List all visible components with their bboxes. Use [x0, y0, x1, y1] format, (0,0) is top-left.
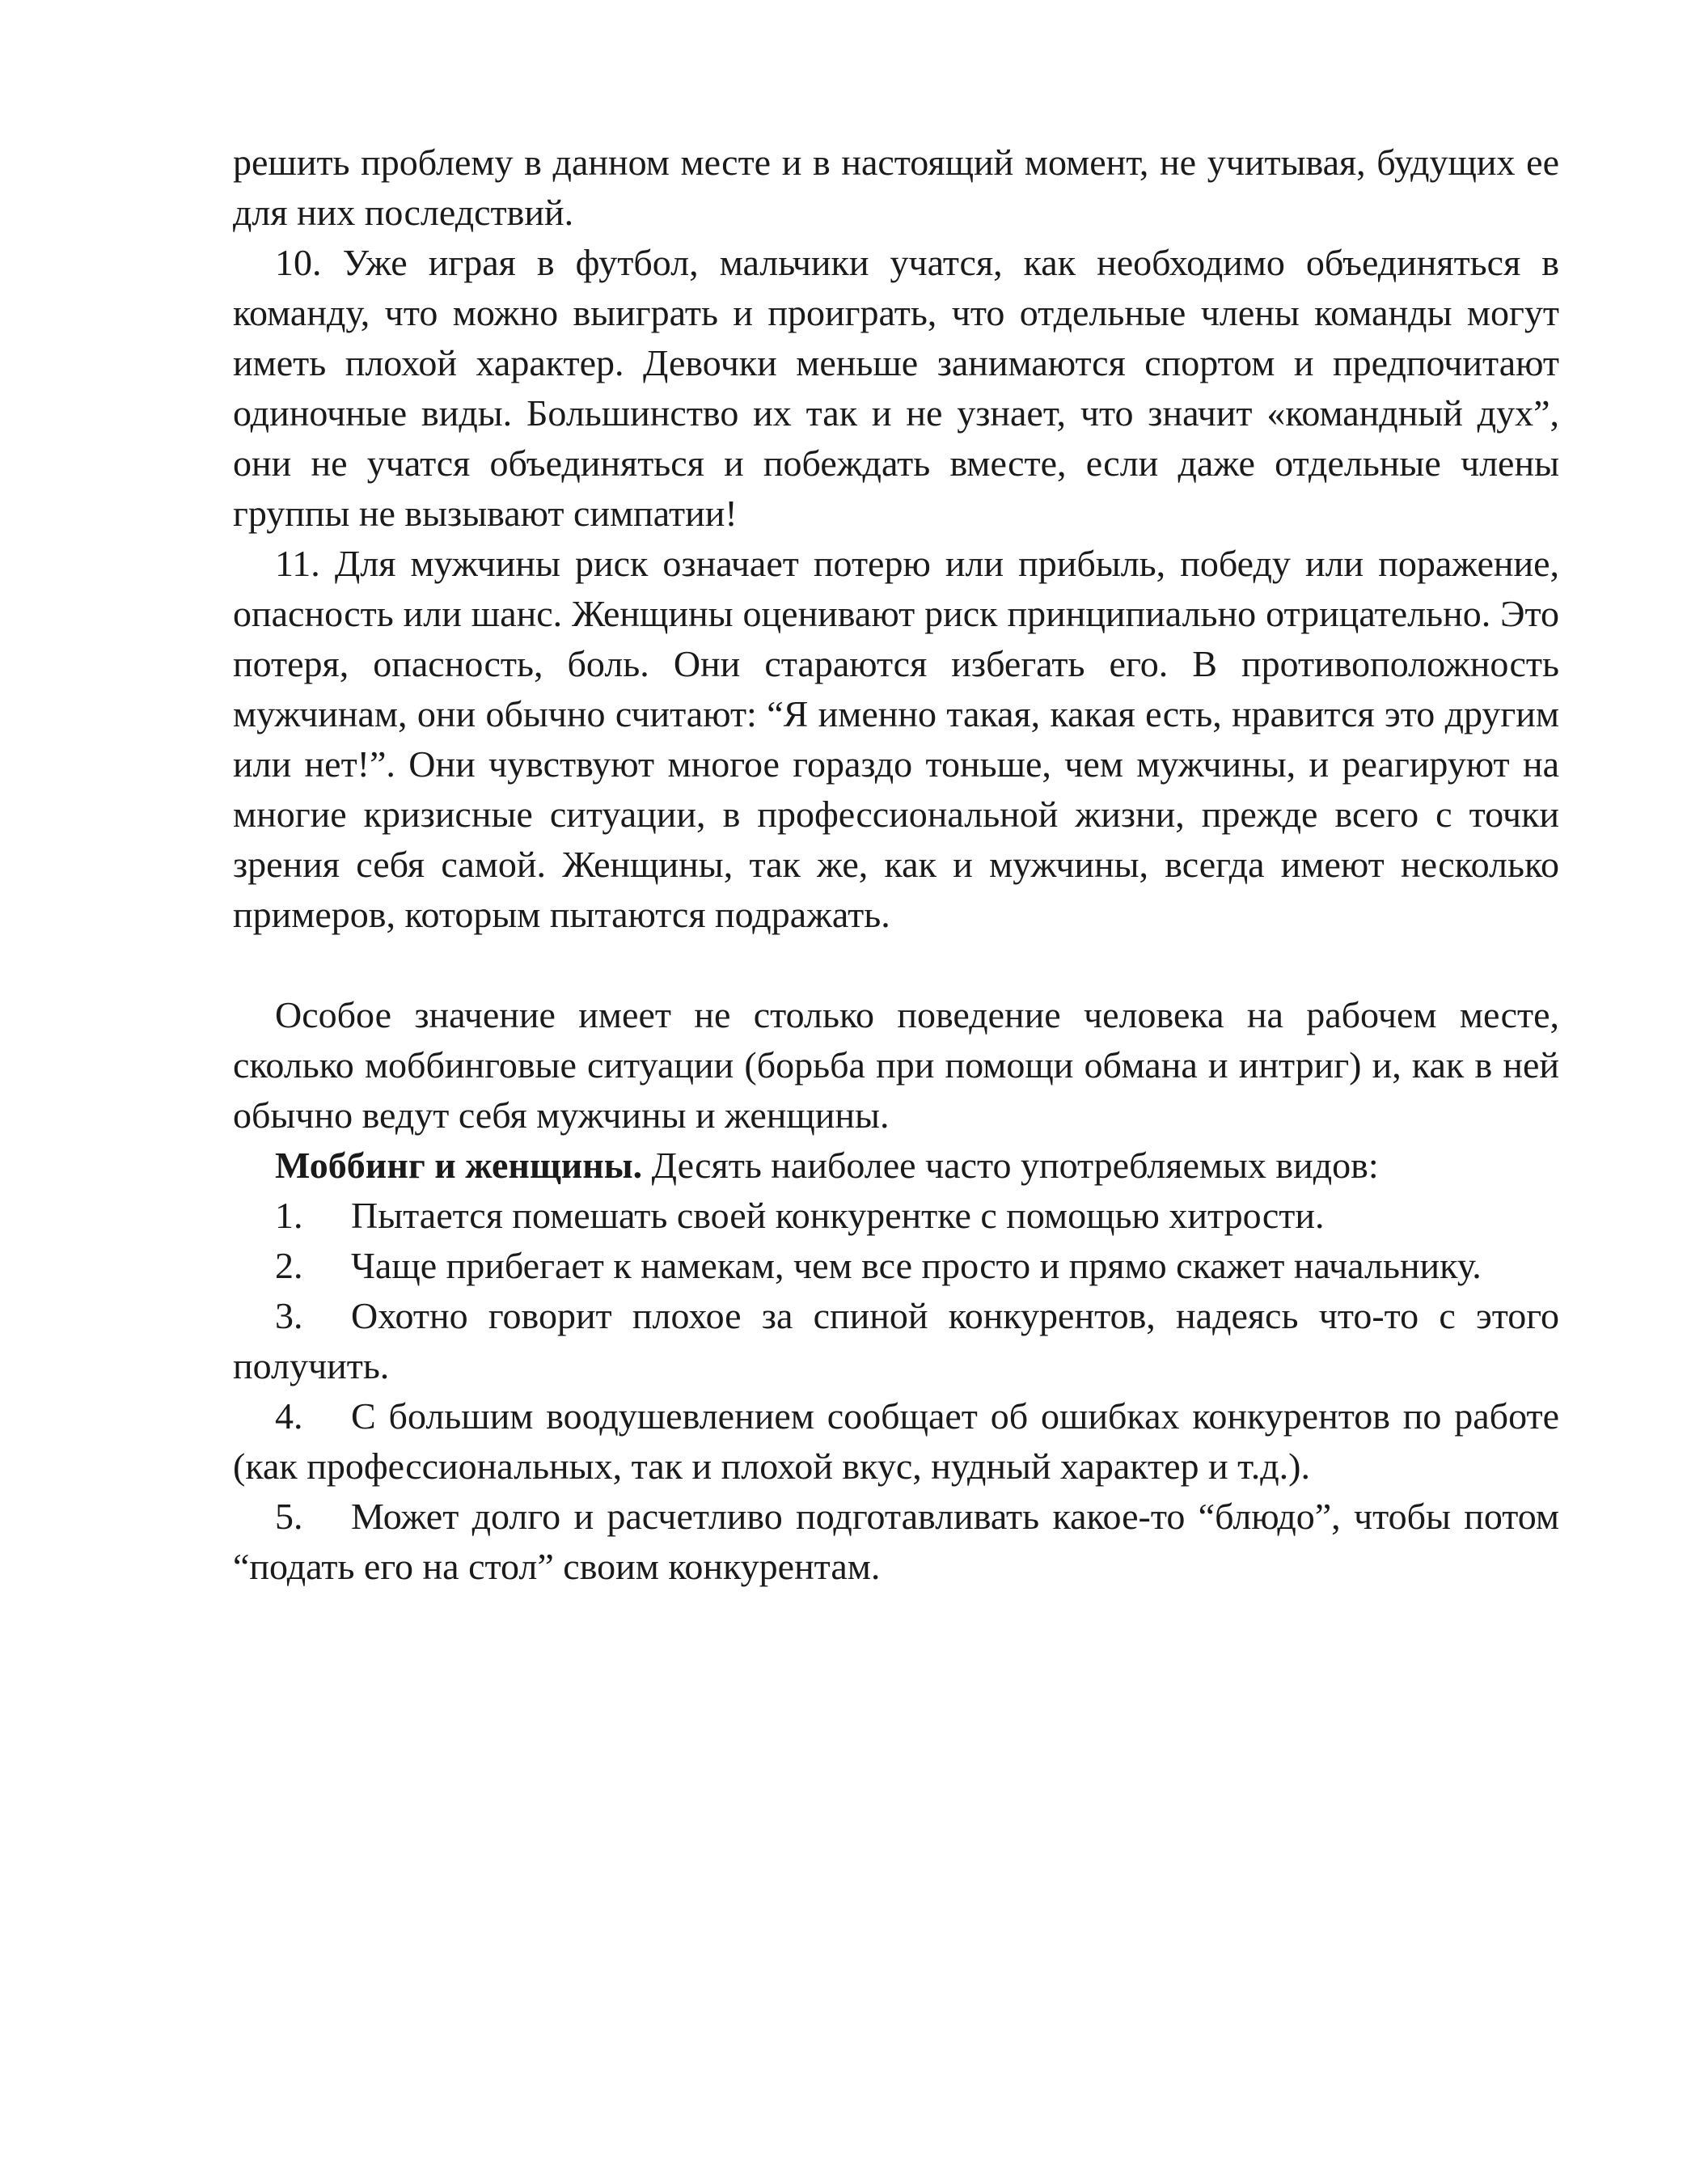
- list-item-number: 5.: [275, 1496, 303, 1537]
- paragraph-11-text: Для мужчины риск означает потерю или прибыль, победу или поражение, опасность или шанс. Женщины оценивают риск принципиально отрицательно. Это потеря, опасность, боль. Они стараются избегать его. В противоположность мужчинам, они обычно считают: “Я именно такая, какая есть, нравится это другим или нет!”. Они чувствуют многое гораздо тоньше, чем мужчины, и реагируют на многие кризисные ситуации, в профессиональной жизни, прежде всего с точки зрения себя самой. Женщины, так же, как и мужчины, всегда имеют несколько примеров, которым пытаются подражать.: [233, 543, 1560, 935]
- paragraph-11-number: 11.: [275, 543, 320, 584]
- list-item: [233, 1241, 1559, 1291]
- list-item-number: 4.: [275, 1395, 303, 1437]
- section-heading-bold: Моббинг и женщины.: [275, 1145, 643, 1186]
- list-item: [233, 1391, 1559, 1492]
- paragraph-special: Особое значение имеет не столько поведение человека на рабочем месте, сколько моббинговые ситуации (борьба при помощи обмана и интриг) и, как в ней обычно ведут себя мужчины и женщины.: [233, 994, 1559, 1136]
- list-item-number: 3.: [275, 1295, 303, 1336]
- paragraph-10: [233, 238, 1559, 539]
- list-item-text: С большим воодушевлением сообщает об ошибках конкурентов по работе (как профессиональных, так и плохой вкус, нудный характер и т.д.).: [233, 1395, 1559, 1487]
- list-item-number: 1.: [275, 1195, 303, 1236]
- list-item-text: Пытается помешать своей конкурентке с помощью хитрости.: [351, 1195, 1325, 1236]
- list-item-text: Чаще прибегает к намекам, чем все просто и прямо скажет начальнику.: [351, 1245, 1482, 1286]
- paragraph-11: [233, 539, 1559, 940]
- list-item-text: Охотно говорит плохое за спиной конкурентов, надеясь что-то с этого получить.: [233, 1295, 1559, 1386]
- paragraph-continuation: решить проблему в данном месте и в настоящий момент, не учитывая, будущих ее для них последствий.: [233, 142, 1559, 233]
- list-item-text: Может долго и расчетливо подготавливать какое-то “блюдо”, чтобы потом “подать его на стол” своим конкурентам.: [233, 1496, 1559, 1587]
- paragraph-10-number: 10.: [275, 242, 322, 283]
- document-body: [233, 138, 1559, 1592]
- list-item-number: 2.: [275, 1245, 303, 1286]
- paragraph-10-text: Уже играя в футбол, мальчики учатся, как необходимо объединяться в команду, что можно выиграть и проиграть, что отдельные члены команды могут иметь плохой характер. Девочки меньше занимаются спортом и предпочитают одиночные виды. Большинство их так и не узнает, что значит «командный дух”, они не учатся объединяться и побеждать вместе, если даже отдельные члены группы не вызывают симпатии!: [233, 242, 1560, 534]
- list-item: [233, 1291, 1559, 1391]
- list-item: [233, 1191, 1559, 1241]
- section-heading-rest: Десять наиболее часто употребляемых видов:: [642, 1145, 1379, 1186]
- section-heading: [233, 1141, 1559, 1191]
- list-item: [233, 1492, 1559, 1592]
